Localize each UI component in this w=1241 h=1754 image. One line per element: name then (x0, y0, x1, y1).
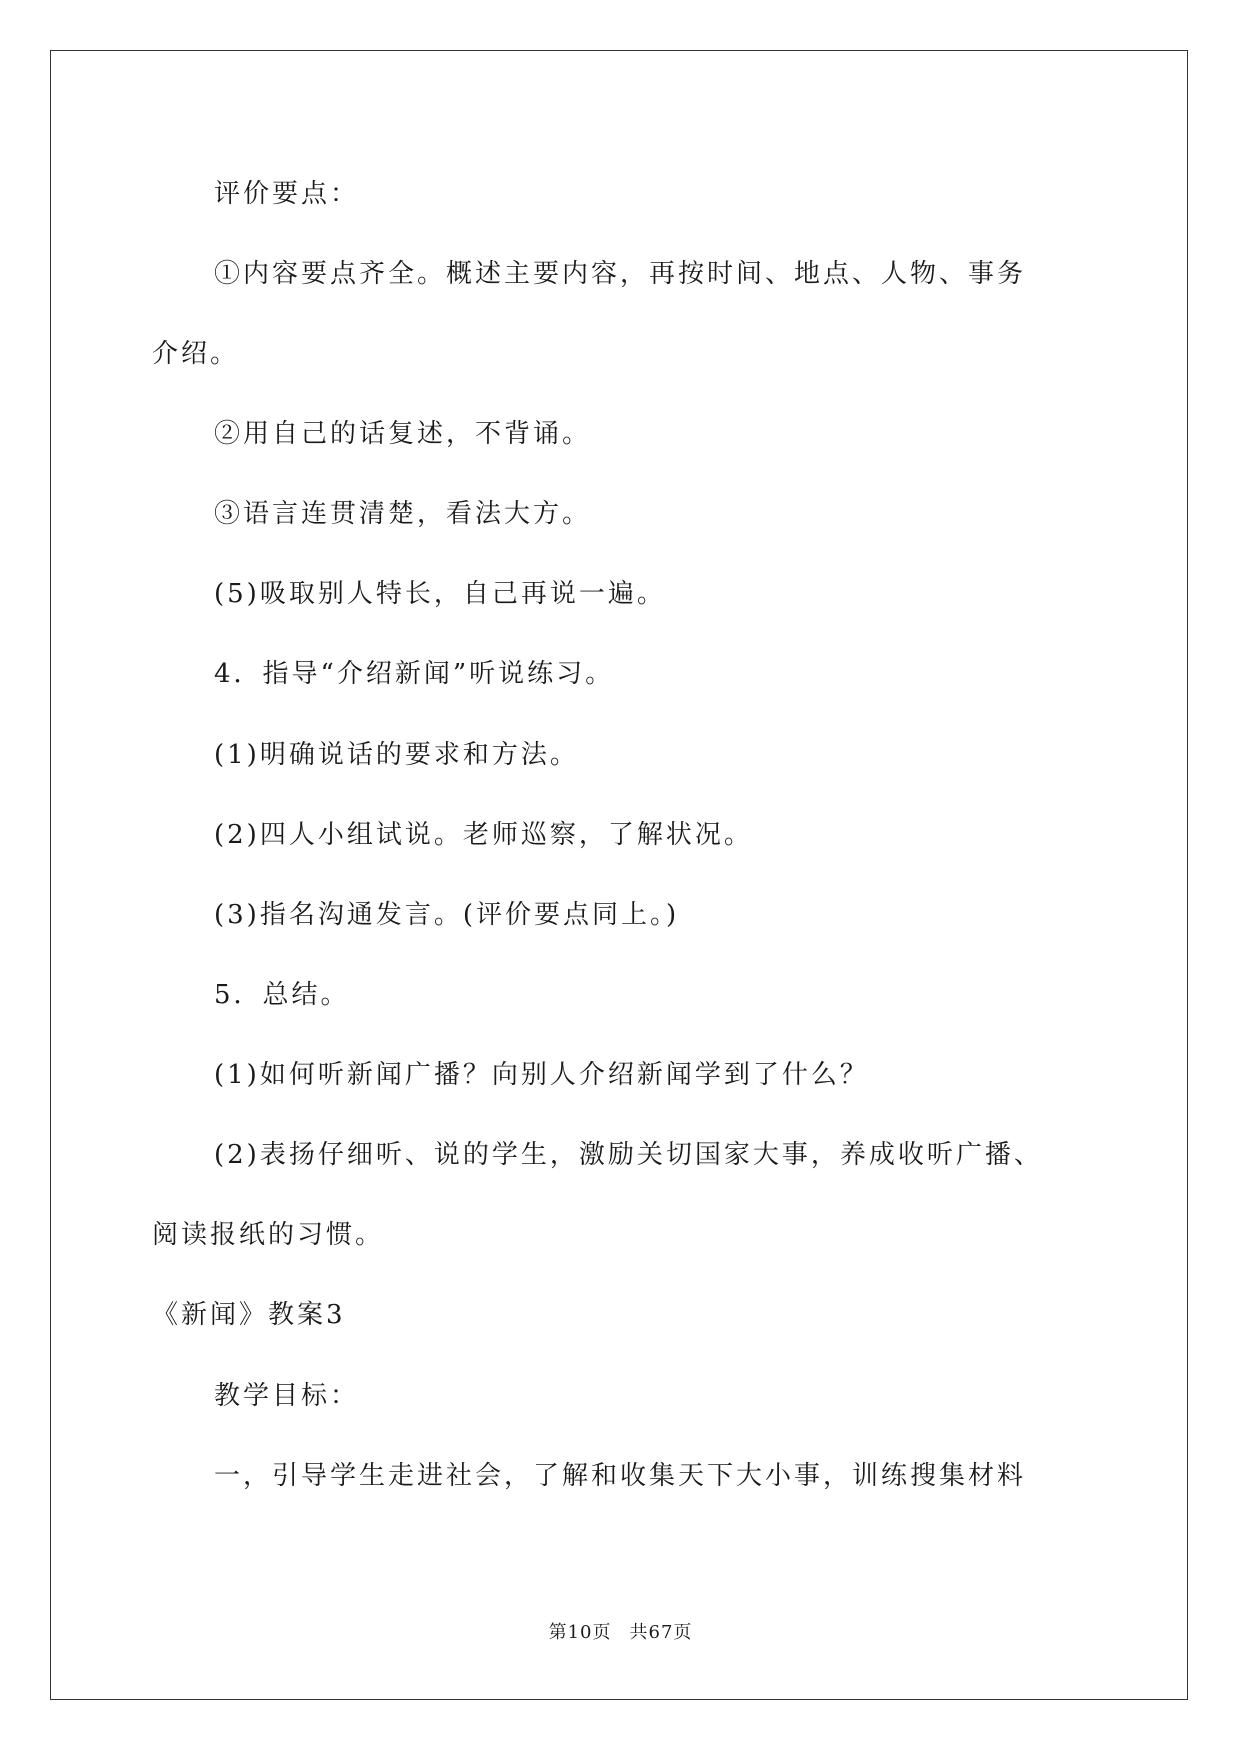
section-heading: 《新闻》教案3 (152, 1300, 346, 1330)
text-line: (1)明确说话的要求和方法。 (214, 740, 579, 770)
text-line: (1)如何听新闻广播？向别人介绍新闻学到了什么？ (214, 1060, 869, 1090)
text-line: 阅读报纸的习惯。 (152, 1220, 385, 1250)
text-line: ②用自己的话复述，不背诵。 (214, 419, 592, 449)
page-frame (50, 50, 1188, 1700)
text-line: ①内容要点齐全。概述主要内容，再按时间、地点、人物、事务 (214, 259, 1027, 289)
text-line: 介绍。 (152, 339, 240, 369)
text-line: (3)指名沟通发言。(评价要点同上。) (214, 900, 680, 930)
text-line: 5．总结。 (214, 980, 350, 1010)
page-footer (0, 1622, 1241, 1644)
text-line: 教学目标： (214, 1381, 360, 1411)
page-number: 第10页 (548, 1622, 612, 1643)
text-line: (2)表扬仔细听、说的学生，激励关切国家大事，养成收听广播、 (214, 1140, 1043, 1170)
text-line: 4．指导“介绍新闻”听说练习。 (214, 659, 615, 689)
text-line: 一，引导学生走进社会，了解和收集天下大小事，训练搜集材料 (214, 1461, 1027, 1491)
text-line: ③语言连贯清楚，看法大方。 (214, 499, 592, 529)
text-line: (5)吸取别人特长，自己再说一遍。 (214, 579, 666, 609)
page-total: 共67页 (629, 1622, 693, 1643)
text-line: (2)四人小组试说。老师巡察，了解状况。 (214, 820, 753, 850)
text-line: 评价要点： (214, 179, 360, 209)
